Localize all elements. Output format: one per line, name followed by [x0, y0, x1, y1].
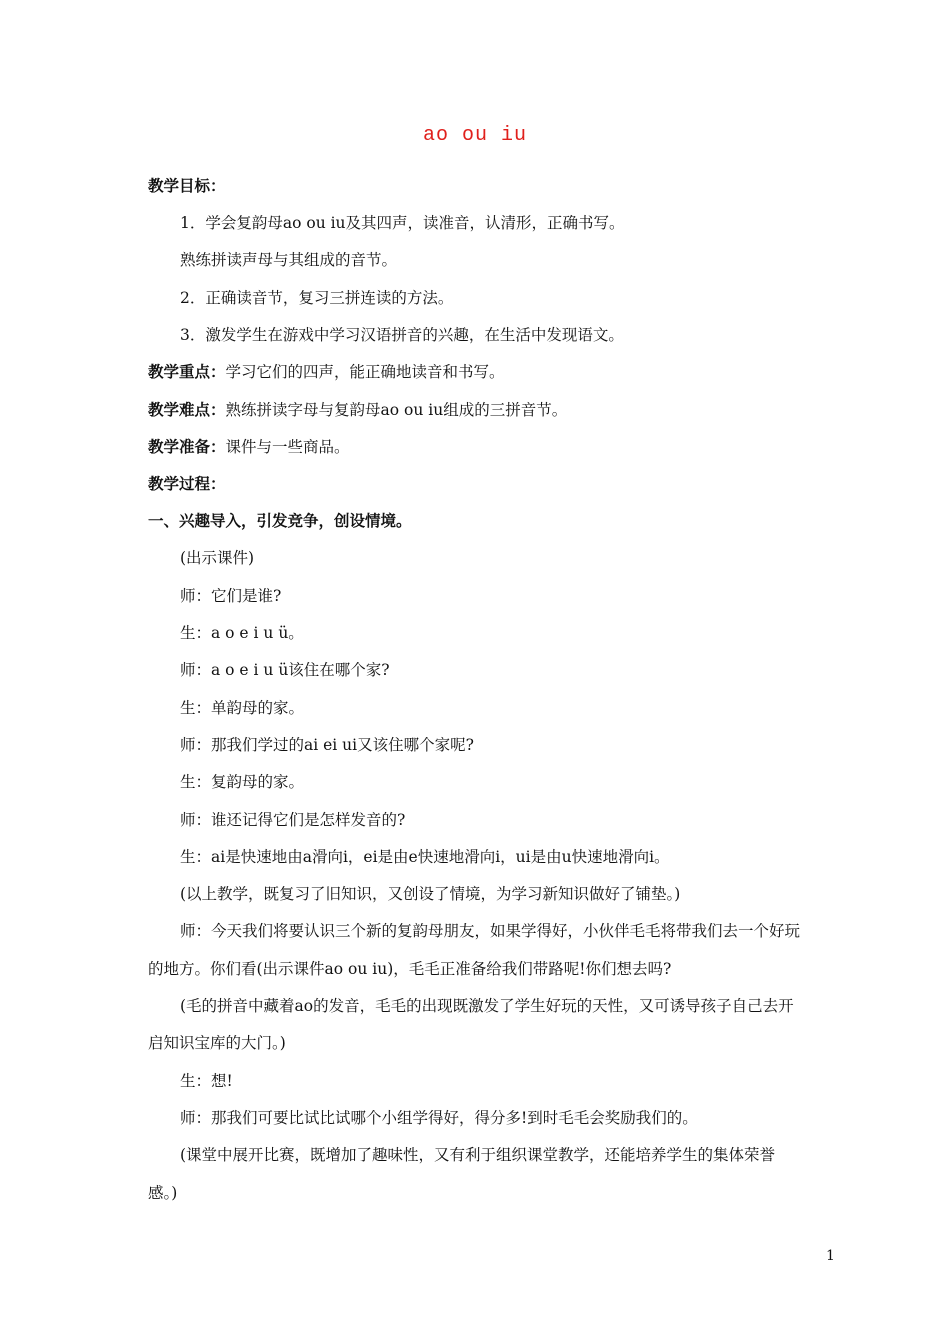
- prep-label: 教学准备：: [148, 437, 226, 456]
- objective-3: 3．激发学生在游戏中学习汉语拼音的兴趣，在生活中发现语文。: [180, 326, 624, 344]
- difficulty-line: [148, 399, 848, 421]
- focus-text: 学习它们的四声，能正确地读音和书写。: [225, 363, 505, 381]
- section-1-heading: 一、兴趣导入，引发竞争，创设情境。: [148, 511, 412, 530]
- paragraph: 师：那我们可要比试比试哪个小组学得好，得分多!到时毛毛会奖励我们的。: [180, 1109, 698, 1127]
- difficulty-text: 熟练拼读字母与复韵母ao ou iu组成的三拼音节。: [225, 401, 568, 419]
- paragraph-continued: 的地方。你们看(出示课件ao ou iu)，毛毛正准备给我们带路呢!你们想去吗?: [148, 960, 672, 978]
- paragraph-continued: 启知识宝库的大门。): [148, 1034, 286, 1052]
- objective-1: 1．学会复韵母ao ou iu及其四声，读准音，认清形，正确书写。: [180, 214, 625, 232]
- paragraph: 师：今天我们将要认识三个新的复韵母朋友，如果学得好，小伙伴毛毛将带我们去一个好玩: [180, 922, 801, 940]
- difficulty-label: 教学难点：: [148, 400, 226, 419]
- paragraph: 生：想!: [180, 1072, 233, 1090]
- paragraph-continued: 感。): [148, 1184, 178, 1202]
- document-title: ao ou iu: [422, 124, 527, 147]
- paragraph: 师：那我们学过的ai ei ui又该住哪个家呢?: [180, 736, 474, 754]
- paragraph: 生：单韵母的家。: [180, 699, 305, 717]
- paragraph: 师：a o e i u ü该住在哪个家?: [180, 661, 390, 679]
- paragraph: (课堂中展开比赛，既增加了趣味性，又有利于组织课堂教学，还能培养学生的集体荣誉: [180, 1146, 776, 1164]
- paragraph: 师：谁还记得它们是怎样发音的?: [180, 811, 406, 829]
- prep-line: [148, 436, 848, 458]
- focus-line: [148, 361, 848, 383]
- paragraph: 师：它们是谁?: [180, 587, 282, 605]
- process-heading: 教学过程：: [148, 474, 226, 493]
- page-number: 1: [826, 1248, 835, 1264]
- paragraph: 生：复韵母的家。: [180, 773, 305, 791]
- objective-2: 2．正确读音节，复习三拼连读的方法。: [180, 289, 454, 307]
- paragraph: 生：a o e i u ü。: [180, 624, 304, 642]
- paragraph: (毛的拼音中藏着ao的发音，毛毛的出现既激发了学生好玩的天性，又可诱导孩子自己去开: [180, 997, 794, 1015]
- paragraph: 生：ai是快速地由a滑向i，ei是由e快速地滑向i，ui是由u快速地滑向i。: [180, 848, 670, 866]
- paragraph: (出示课件): [180, 549, 255, 567]
- objective-1-continued: 熟练拼读声母与其组成的音节。: [180, 251, 398, 269]
- paragraph: (以上教学，既复习了旧知识，又创设了情境，为学习新知识做好了铺垫。): [180, 885, 681, 903]
- objectives-heading: 教学目标：: [148, 176, 226, 195]
- focus-label: 教学重点：: [148, 362, 226, 381]
- prep-text: 课件与一些商品。: [225, 438, 350, 456]
